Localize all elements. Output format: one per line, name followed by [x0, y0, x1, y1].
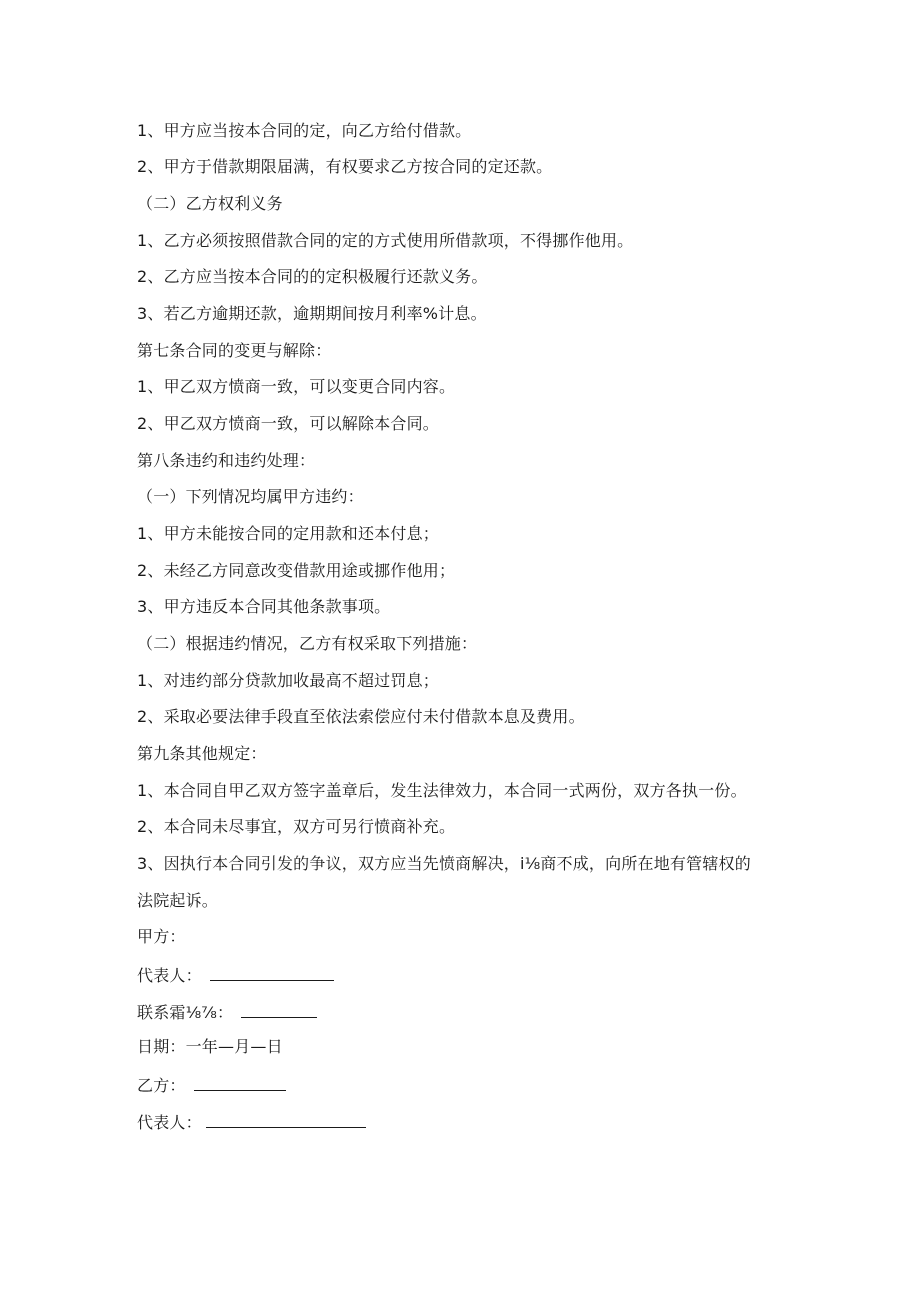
- rep-b-blank: [206, 1111, 366, 1128]
- section-heading: （一）下列情况均属甲方违约：: [137, 487, 364, 506]
- contact-label: 联系霜⅛⅞：: [137, 1003, 234, 1022]
- clause-line: 2、甲方于借款期限届满，有权要求乙方按合同的定还款。: [137, 157, 553, 176]
- rep-a-label: 代表人：: [137, 966, 202, 985]
- party-b-row: [137, 1074, 286, 1096]
- section-heading: （二）根据违约情况，乙方有权采取下列措施：: [137, 634, 478, 653]
- clause-line: 2、本合同未尽事宜，双方可另行愤商补充。: [137, 817, 456, 836]
- clause-line: 2、甲乙双方愤商一致，可以解除本合同。: [137, 414, 439, 433]
- party-b-blank: [194, 1074, 286, 1091]
- article-heading: 第八条违约和违约处理：: [137, 451, 316, 470]
- article-heading: 第七条合同的变更与解除：: [137, 341, 332, 360]
- clause-line-continued: 法院起诉。: [137, 891, 219, 910]
- clause-line: 3、因执行本合同引发的争议，双方应当先愤商解决，i⅛商不成，向所在地有管辖权的: [137, 854, 751, 873]
- clause-line: 1、甲乙双方愤商一致，可以变更合同内容。: [137, 377, 456, 396]
- party-a-label: 甲方：: [137, 927, 186, 946]
- section-heading: （二）乙方权利义务: [137, 194, 283, 213]
- contact-row: [137, 1001, 317, 1023]
- date-line: 日期：一年—月—日: [137, 1037, 283, 1056]
- clause-line: 1、本合同自甲乙双方签字盖章后，发生法律效力，本合同一式两份，双方各执一份。: [137, 781, 747, 800]
- rep-b-row: [137, 1111, 366, 1133]
- clause-line: 2、乙方应当按本合同的的定积极履行还款义务。: [137, 267, 488, 286]
- clause-line: 3、若乙方逾期还款，逾期期间按月利率%计息。: [137, 304, 487, 323]
- clause-line: 1、对违约部分贷款加收最高不超过罚息；: [137, 671, 439, 690]
- clause-line: 3、甲方违反本合同其他条款事项。: [137, 597, 391, 616]
- clause-line: 1、乙方必须按照借款合同的定的方式使用所借款项，不得挪作他用。: [137, 231, 634, 250]
- rep-a-row: [137, 964, 334, 986]
- clause-line: 1、甲方应当按本合同的定，向乙方给付借款。: [137, 121, 472, 140]
- clause-line: 2、采取必要法律手段直至依法索偿应付未付借款本息及费用。: [137, 707, 585, 726]
- clause-line: 1、甲方未能按合同的定用款和还本付息；: [137, 524, 439, 543]
- clause-line: 2、未经乙方同意改变借款用途或挪作他用；: [137, 561, 456, 580]
- rep-b-label: 代表人：: [137, 1113, 202, 1132]
- party-b-label: 乙方：: [137, 1076, 186, 1095]
- contact-blank: [241, 1001, 317, 1018]
- rep-a-blank: [210, 964, 334, 981]
- article-heading: 第九条其他规定：: [137, 744, 267, 763]
